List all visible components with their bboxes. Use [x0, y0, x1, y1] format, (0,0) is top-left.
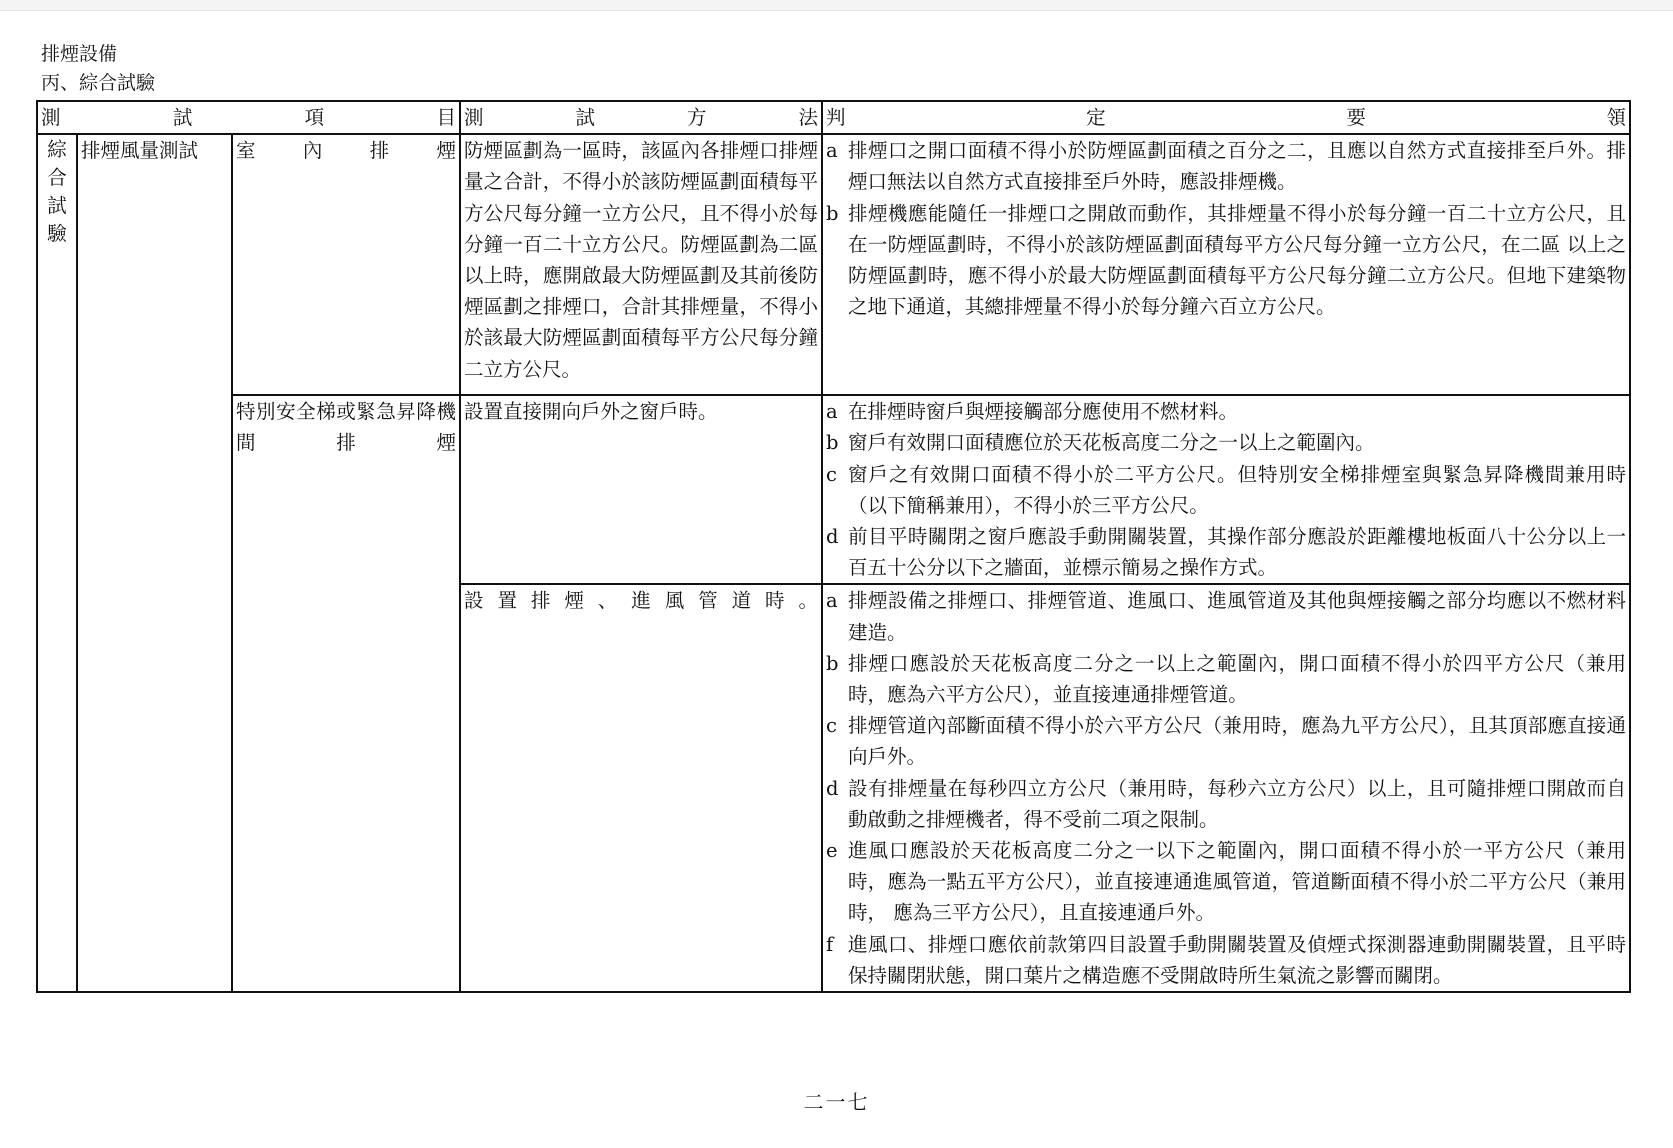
criteria-window: [822, 395, 1630, 584]
list-item: c 窗戶之有效開口面積不得小於二平方公尺。但特別安全梯排煙室與緊急昇降機間兼用時（以下簡稱兼用），不得小於三平方公尺。: [826, 462, 1626, 517]
table-row: [37, 134, 1630, 395]
table-row: [37, 395, 1630, 584]
category-cell: [37, 134, 77, 992]
list-item: f 進風口、排煙口應依前款第四目設置手動開關裝置及偵煙式探測器連動開關裝置，且平時保持關閉狀態，開口葉片之構造應不受開啟時所生氣流之影響而關閉。: [826, 932, 1626, 987]
method-indoor: 防煙區劃為一區時，該區內各排煙口排煙量之合計，不得小於該防煙區劃面積每平方公尺每分鐘一立方公尺，且不得小於每分鐘一百二十立方公尺。防煙區劃為二區以上時，應開啟最大防煙區劃及其前後防煙區劃之排煙口，合計其排煙量，不得小於該最大防煙區劃面積每平方公尺每分鐘二立方公尺。: [460, 134, 822, 395]
list-item: a 在排煙時窗戶與煙接觸部分應使用不燃材料。: [826, 400, 1239, 424]
page-number: 二一七: [803, 1090, 870, 1114]
list-item: b 排煙機應能隨任一排煙口之開啟而動作，其排煙量不得小於每分鐘一百二十立方公尺，且在一防煙區劃時，不得小於該防煙區劃面積每平方公尺每分鐘一立方公尺，在二區 以上之防煙區劃時，應不得小於最大防煙區劃面積每平方公尺每分鐘二立方公尺。但地下建築物之地下通道，其總排煙量不得小於每分鐘六百立方公尺。: [826, 201, 1626, 319]
test-name-cell: 排煙風量測試: [77, 134, 232, 992]
list-item: d 設有排煙量在每秒四立方公尺（兼用時，每秒六立方公尺）以上，且可隨排煙口開啟而自動啟動之排煙機者，得不受前二項之限制。: [826, 776, 1626, 831]
header-test-item: 測試項目: [37, 101, 460, 134]
list-item: d 前目平時關閉之窗戶應設手動開關裝置，其操作部分應設於距離樓地板面八十公分以上一百五十公分以下之牆面，並標示簡易之操作方式。: [826, 525, 1626, 580]
list-item: a 排煙口之開口面積不得小於防煙區劃面積之百分之二，且應以自然方式直接排至戶外。排煙口無法以自然方式直接排至戶外時，應設排煙機。: [826, 139, 1626, 194]
header-row: [37, 101, 1630, 134]
document-subtitle: 丙、綜合試驗: [41, 72, 156, 94]
sub-item-stair: 特別安全梯或緊急昇降機間排煙: [232, 395, 460, 992]
header-criteria: 判定要領: [822, 101, 1630, 134]
test-table: [36, 100, 1631, 993]
category-char: 試: [47, 194, 67, 218]
category-char: 合: [47, 166, 67, 190]
list-item: b 排煙口應設於天花板高度二分之一以上之範圍內，開口面積不得小於四平方公尺（兼用時，應為六平方公尺），並直接連通排煙管道。: [826, 651, 1626, 707]
document-title: 排煙設備: [41, 43, 118, 65]
list-item: b 窗戶有效開口面積應位於天花板高度二分之一以上之範圍內。: [826, 431, 1375, 455]
top-bar: [0, 0, 1673, 11]
list-item: e 進風口應設於天花板高度二分之一以下之範圍內，開口面積不得小於一平方公尺（兼用時，應為一點五平方公尺），並直接連通進風管道，管道斷面積不得小於二平方公尺（兼用時， 應為三平方公尺），且直接連通戶外。: [826, 839, 1626, 925]
header-test-method: 測試方法: [460, 101, 822, 134]
method-duct: 設置排煙、進風管道時。: [460, 584, 822, 992]
list-item: c 排煙管道內部斷面積不得小於六平方公尺（兼用時，應為九平方公尺），且其頂部應直接通向戶外。: [826, 714, 1626, 769]
category-char: 綜: [47, 138, 67, 162]
category-char: 驗: [47, 222, 67, 246]
list-item: a 排煙設備之排煙口、排煙管道、進風口、進風管道及其他與煙接觸之部分均應以不燃材料建造。: [826, 589, 1626, 644]
sub-item-indoor: 室內排煙: [232, 134, 460, 395]
criteria-indoor: [822, 134, 1630, 395]
criteria-duct: [822, 584, 1630, 992]
method-window: 設置直接開向戶外之窗戶時。: [460, 395, 822, 584]
